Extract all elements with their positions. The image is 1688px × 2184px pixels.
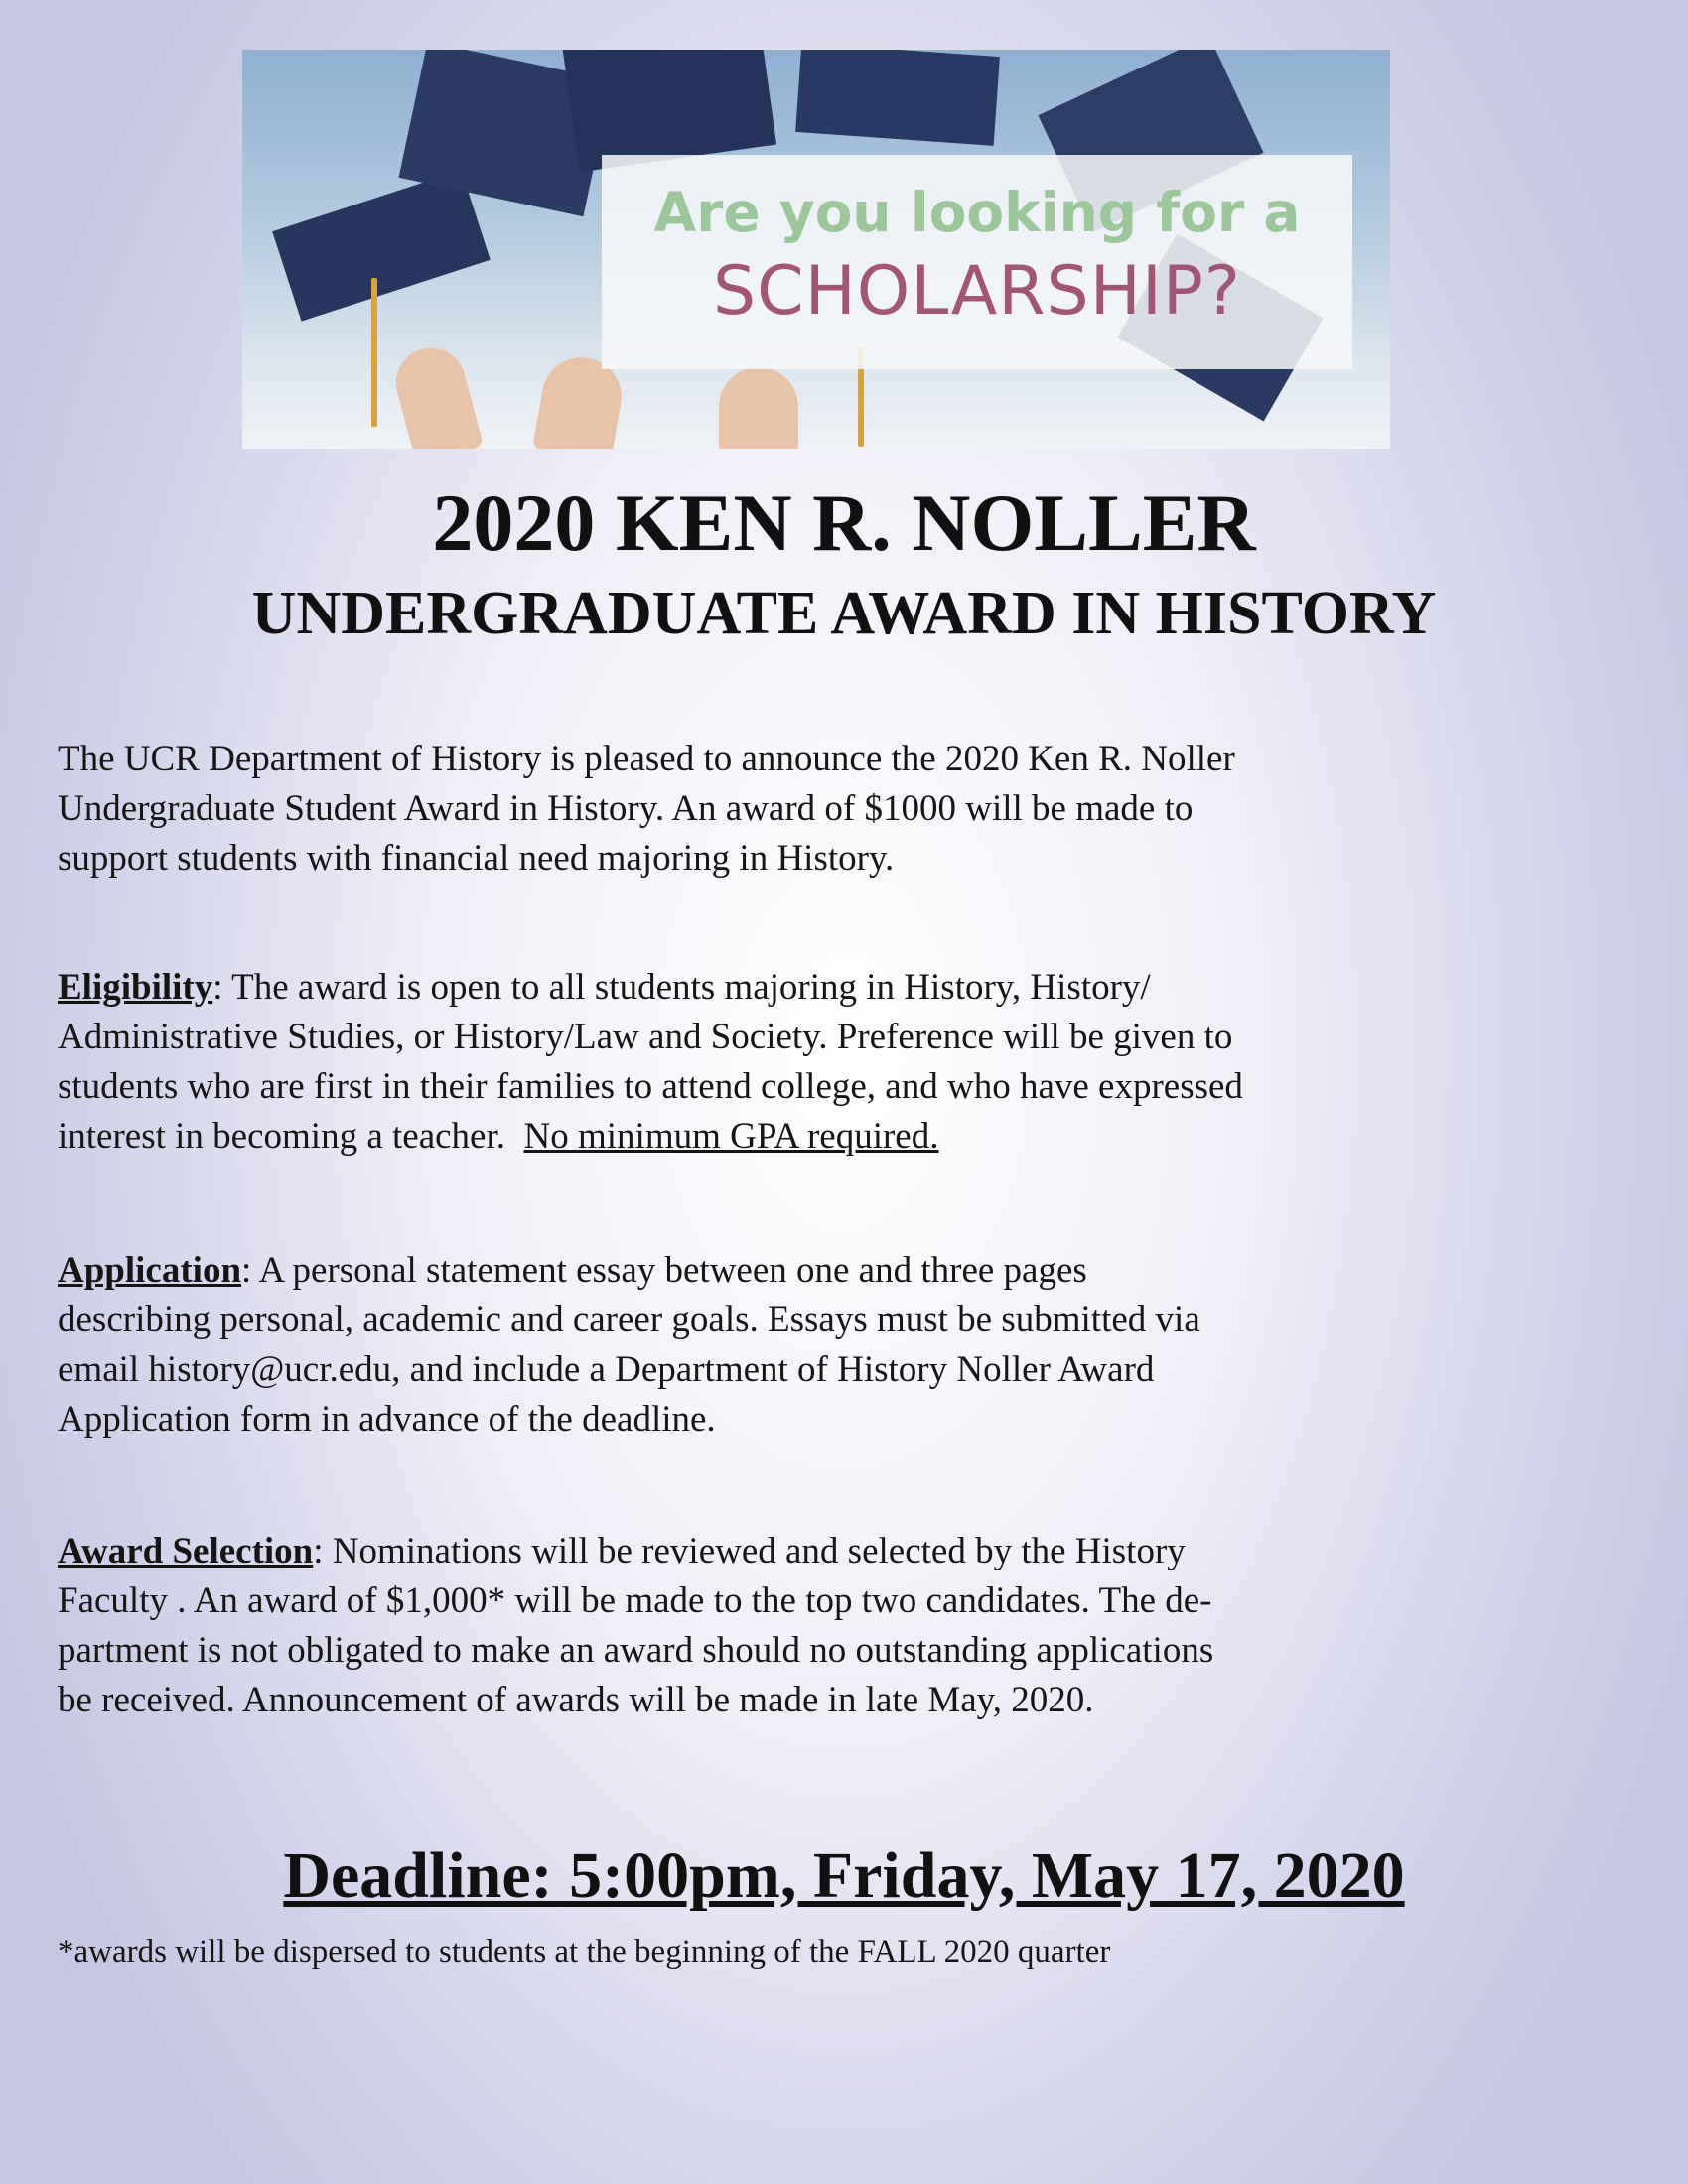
- graduation-cap-icon: [562, 50, 776, 172]
- application-label: Application: [58, 1250, 242, 1291]
- application-paragraph: Application: A personal statement essay between one and three pages describing personal, academic and career goals. Essays must be submitted via email history@ucr.edu, and include a Department of History Noller Award Application form in advance of the deadline.: [58, 1250, 1200, 1439]
- graduation-cap-icon: [272, 170, 491, 321]
- selection-label: Award Selection: [58, 1531, 314, 1571]
- footnote: *awards will be dispersed to students at the beginning of the FALL 2020 quarter: [58, 1934, 1111, 1970]
- page-title: 2020 KEN R. NOLLER: [432, 478, 1256, 568]
- deadline-heading: Deadline: 5:00pm, Friday, May 17, 2020: [283, 1840, 1405, 1912]
- eligibility-label: Eligibility: [58, 967, 213, 1008]
- banner-question: Are you looking for a: [653, 181, 1301, 244]
- scholarship-banner-image: [242, 50, 1390, 449]
- gpa-note: No minimum GPA required.: [523, 1116, 939, 1157]
- hand-icon: [719, 367, 798, 449]
- banner-scholarship: SCHOLARSHIP?: [713, 252, 1241, 331]
- selection-paragraph: Award Selection: Nominations will be reviewed and selected by the History Faculty . An award of $1,000* will be made to the top two candidates. The de- partment is not obligated to make an award should no outstanding applications be received. Announcement of awards will be made in late May, 2020.: [58, 1531, 1214, 1720]
- intro-paragraph: The UCR Department of History is pleased to announce the 2020 Ken R. Noller Undergraduate Student Award in History. An award of $1000 will be made to support students with financial need majoring in History.: [58, 739, 1235, 879]
- graduation-cap-icon: [795, 50, 1000, 146]
- banner-text-box: [602, 155, 1352, 369]
- eligibility-paragraph: Eligibility: The award is open to all students majoring in History, History/ Administrative Studies, or History/Law and Society. Preference will be given to students who are first in their families to attend college, and who have expressed interest in becoming a teacher. No minimum GPA required.: [58, 967, 1243, 1157]
- page-subtitle: UNDERGRADUATE AWARD IN HISTORY: [251, 580, 1437, 647]
- hand-icon: [388, 341, 484, 449]
- tassel-icon: [371, 278, 377, 427]
